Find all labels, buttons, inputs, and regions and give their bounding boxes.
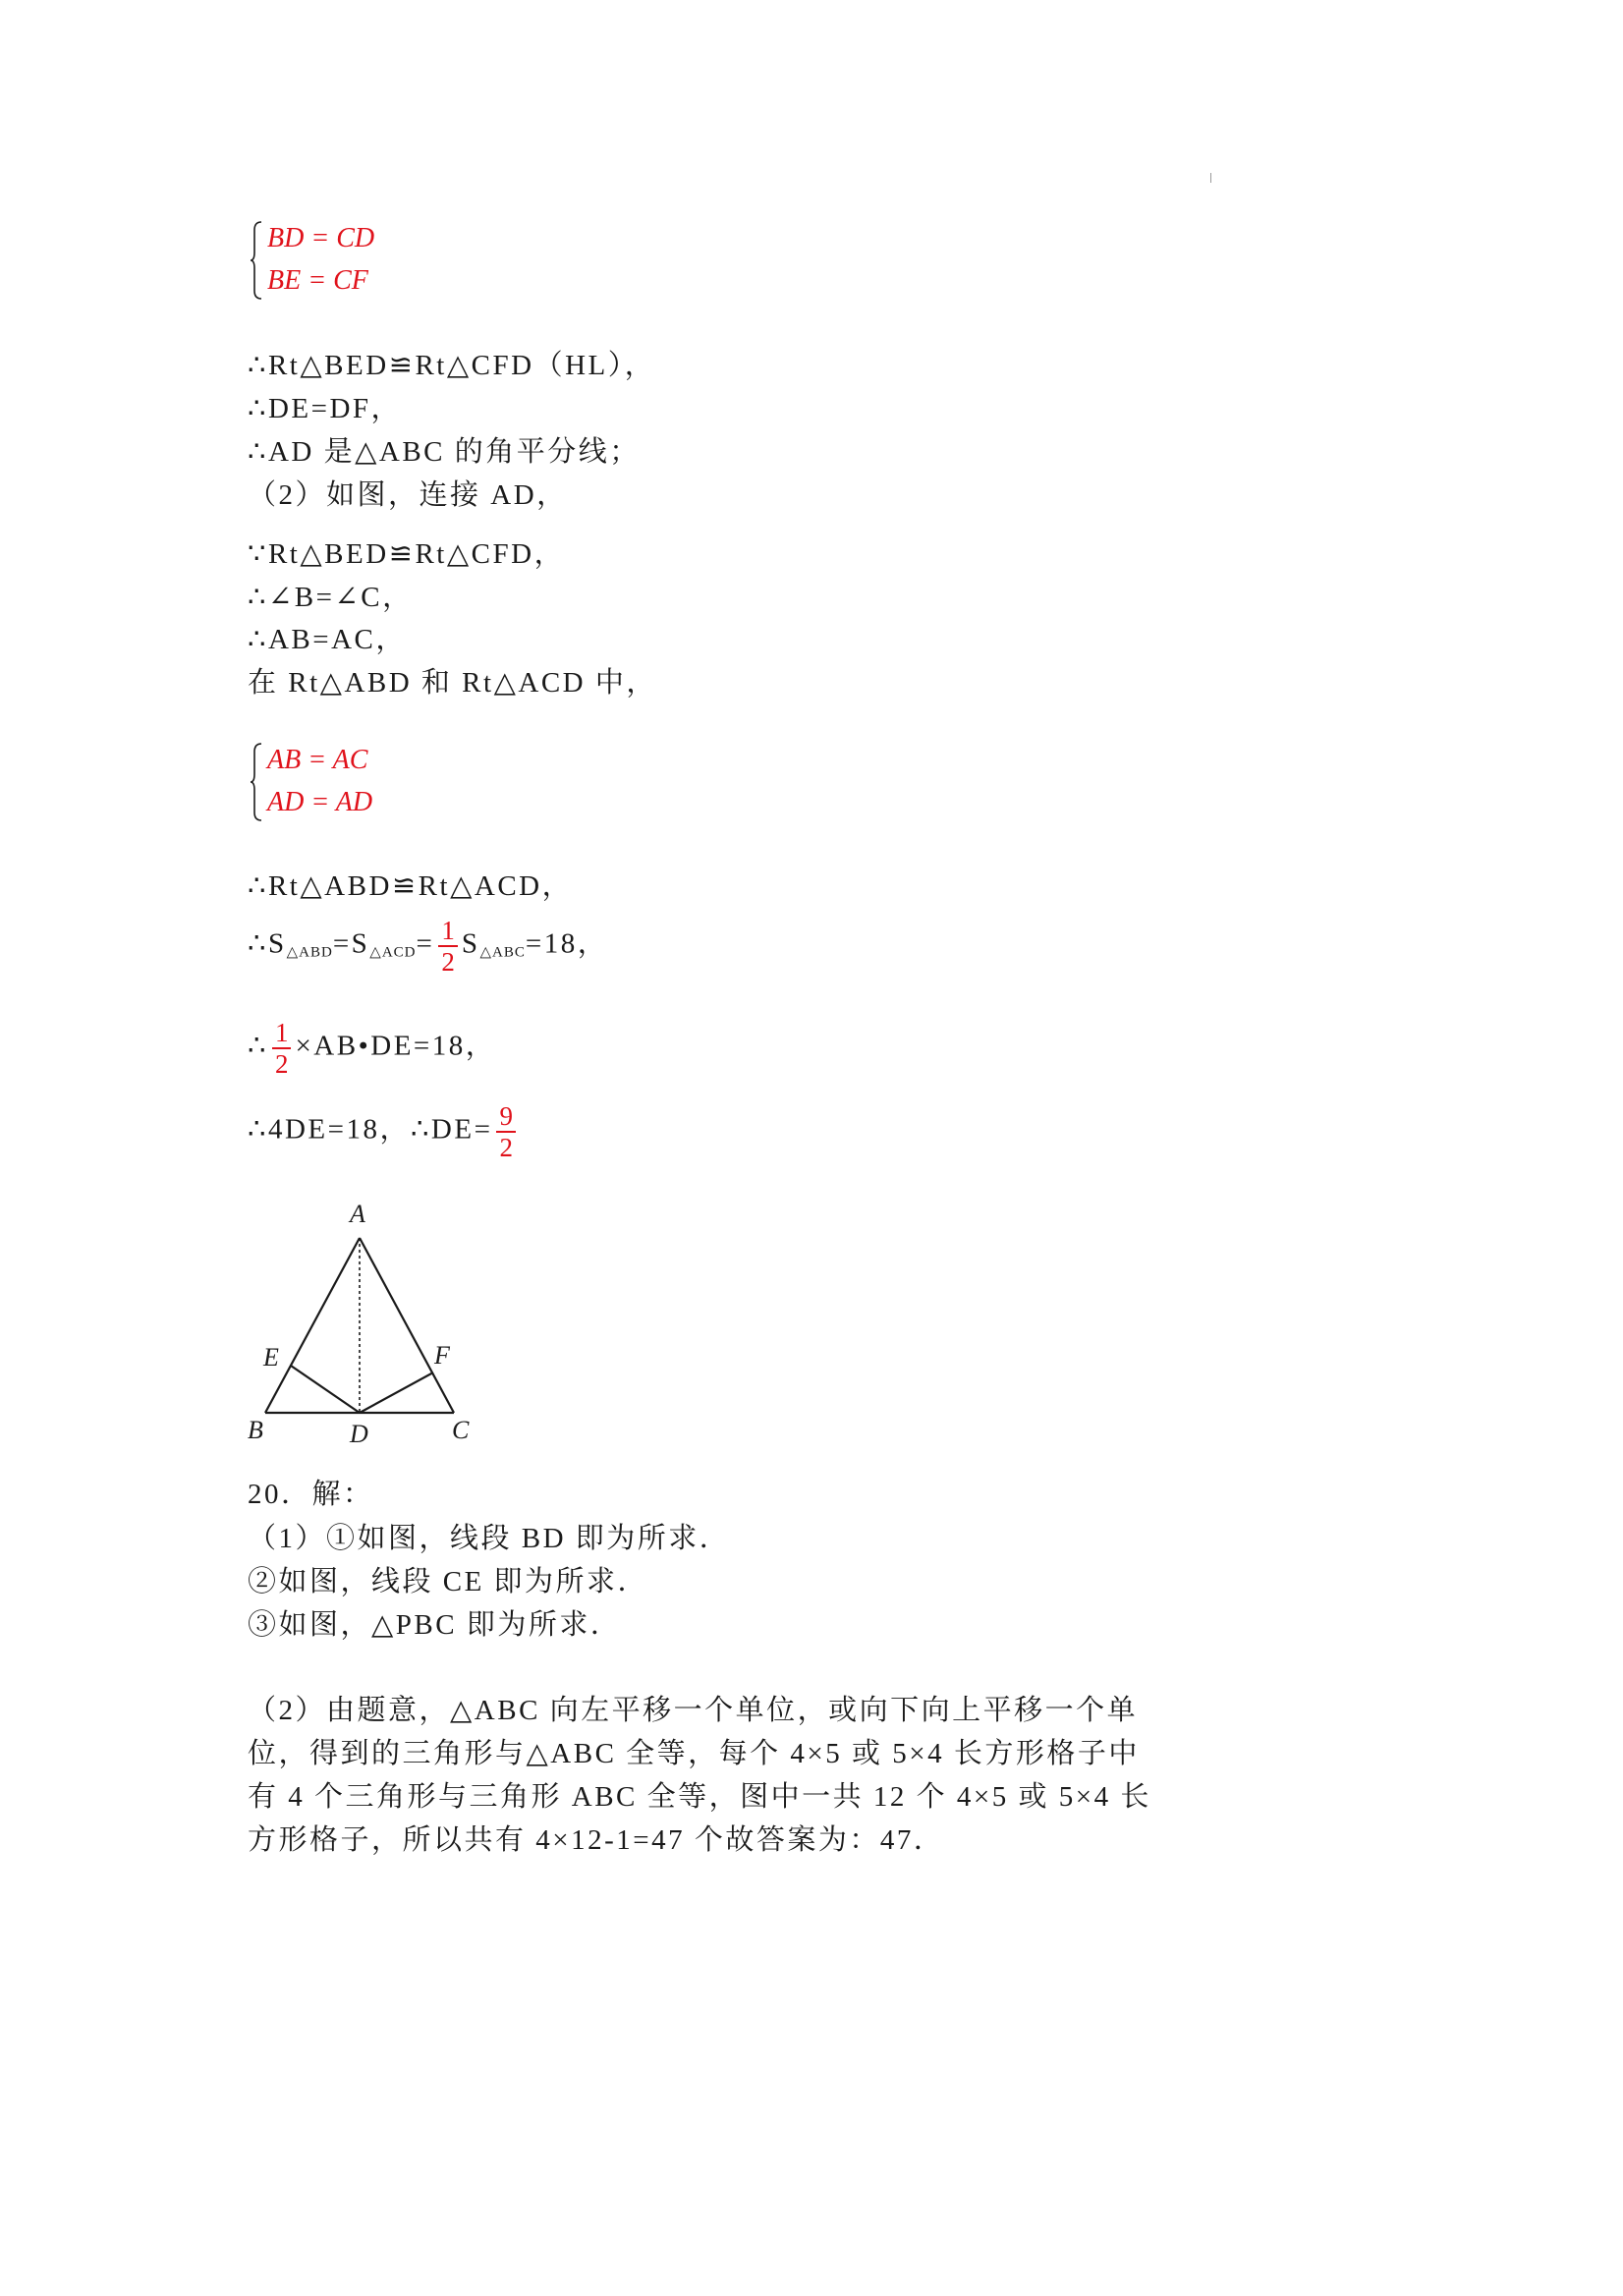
system1-eq1: BD = CD (267, 223, 375, 253)
segment-fd (360, 1372, 433, 1413)
text-line: （1）①如图，线段 BD 即为所求． (248, 1523, 731, 1554)
text-line: ∴DE=DF， (248, 393, 403, 424)
label-f: F (434, 1341, 450, 1370)
fraction: $\frac{9}{2}$ (496, 1102, 516, 1161)
text-line: ∴AB=AC， (248, 624, 407, 655)
left-brace-2 (250, 742, 263, 822)
de-equation: ∴4DE=18，∴DE= $\frac{9}{2}$ (248, 1102, 520, 1161)
half-equation: ∴ $\frac{1}{2}$ ×AB•DE=18， (248, 1018, 497, 1079)
label-b: B (248, 1416, 263, 1444)
system2-eq2: AD = AD (267, 787, 373, 817)
segment-ed (291, 1366, 360, 1413)
text-line: （2）由题意，△ABC 向左平移一个单位，或向下向上平移一个单 (248, 1695, 1139, 1726)
fraction: $\frac{1}{2}$ (272, 1019, 292, 1078)
text-line: 在 Rt△ABD 和 Rt△ACD 中， (248, 667, 657, 699)
text-line: 方形格子，所以共有 4×12-1=47 个故答案为：47． (248, 1824, 945, 1856)
text-line: 位，得到的三角形与△ABC 全等，每个 4×5 或 5×4 长方形格子中 (248, 1738, 1140, 1769)
triangle-figure (242, 1197, 487, 1452)
text-line: ③如图，△PBC 即为所求． (248, 1609, 622, 1641)
text-line: （2）如图，连接 AD， (248, 479, 568, 511)
area-equation: $\therefore S_{\triangle ABD}=S_{\triangle ACD}=$ $\frac{1}{2}$ $S_{\triangle ABC}=18$， (248, 916, 609, 977)
text-line: 有 4 个三角形与三角形 ABC 全等，图中一共 12 个 4×5 或 5×4 长 (248, 1781, 1151, 1813)
label-e: E (263, 1343, 279, 1372)
text-line: ∵Rt△BED≌Rt△CFD， (248, 538, 566, 570)
label-c: C (452, 1416, 470, 1444)
header-mark (1210, 173, 1211, 183)
question-title: 20．解： (248, 1479, 374, 1510)
fraction: $\frac{1}{2}$ (438, 917, 458, 976)
label-a: A (350, 1200, 365, 1228)
text-line: ∴Rt△BED≌Rt△CFD（HL）， (248, 350, 656, 381)
text-line: ∴Rt△ABD≌Rt△ACD， (248, 870, 574, 902)
text-line: ②如图，线段 CE 即为所求． (248, 1566, 649, 1597)
system2-eq1: AB = AC (267, 745, 368, 775)
text-line: ∴AD 是△ABC 的角平分线； (248, 436, 641, 468)
label-d: D (350, 1420, 368, 1448)
text-line: ∴∠B=∠C， (248, 582, 414, 613)
segment-ab (265, 1238, 360, 1413)
left-brace-1 (250, 220, 263, 301)
system1-eq2: BE = CF (267, 265, 368, 296)
